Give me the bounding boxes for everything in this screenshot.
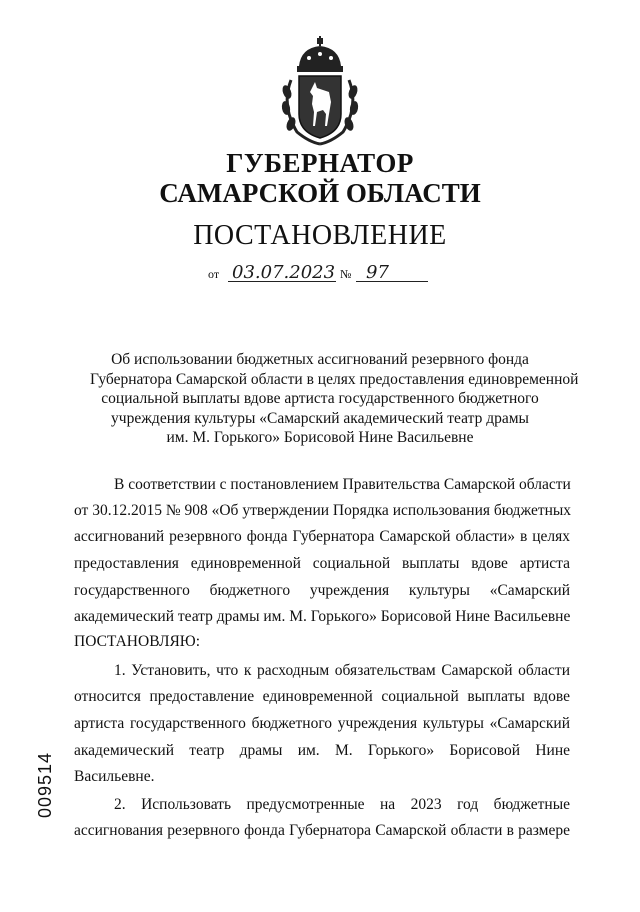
document-subject <box>90 350 579 448</box>
side-registration-number: 009514 <box>35 751 55 818</box>
body-line: относится предоставление единовременной социальной выплаты вдове <box>74 688 570 705</box>
document-type-title: ПОСТАНОВЛЕНИЕ <box>193 220 447 251</box>
number-value: 97 <box>366 262 389 283</box>
date-value: 03.07.2023 <box>232 262 336 283</box>
governor-title: ГУБЕРНАТОР <box>226 148 414 178</box>
body-line: 2. Использовать предусмотренные на 2023 год бюджетные <box>114 796 570 813</box>
date-number-line <box>208 262 438 286</box>
subject-line: учреждения культуры «Самарский академический театр драмы <box>111 409 529 427</box>
body-line: ПОСТАНОВЛЯЮ: <box>74 633 201 650</box>
date-prefix: от <box>208 267 220 281</box>
samara-region-coat-of-arms-icon <box>277 36 363 148</box>
region-title: САМАРСКОЙ ОБЛАСТИ <box>159 178 481 208</box>
subject-line: Губернатора Самарской области в целях предоставления единовременной <box>90 370 579 388</box>
subject-line: им. М. Горького» Борисовой Нине Васильевне <box>166 429 474 446</box>
body-line: государственного бюджетного учреждения культуры «Самарский <box>74 582 570 599</box>
body-line: ассигнования резервного фонда Губернатора Самарской области в размере <box>74 822 570 839</box>
body-line: от 30.12.2015 № 908 «Об утверждении Порядка использования бюджетных <box>74 502 572 519</box>
subject-line: социальной выплаты вдове артиста государственного бюджетного <box>101 390 539 407</box>
body-line: ассигнований резервного фонда Губернатора Самарской области» в целях <box>74 528 570 545</box>
body-line: академический театр драмы им. М. Горького» Борисовой Нине Васильевне <box>74 608 571 625</box>
body-line: 1. Установить, что к расходным обязательствам Самарской области <box>114 662 570 679</box>
body-line: Васильевне. <box>74 768 155 785</box>
subject-line: Об использовании бюджетных ассигнований резервного фонда <box>111 351 529 368</box>
body-line: В соответствии с постановлением Правительства Самарской области <box>114 476 571 493</box>
number-prefix: № <box>340 267 352 281</box>
body-line: предоставления единовременной социальной выплаты вдове артиста <box>74 555 570 572</box>
body-line: академический театр драмы им. М. Горького» Борисовой Нине <box>74 742 570 759</box>
body-line: артиста государственного бюджетного учреждения культуры «Самарский <box>74 715 570 732</box>
